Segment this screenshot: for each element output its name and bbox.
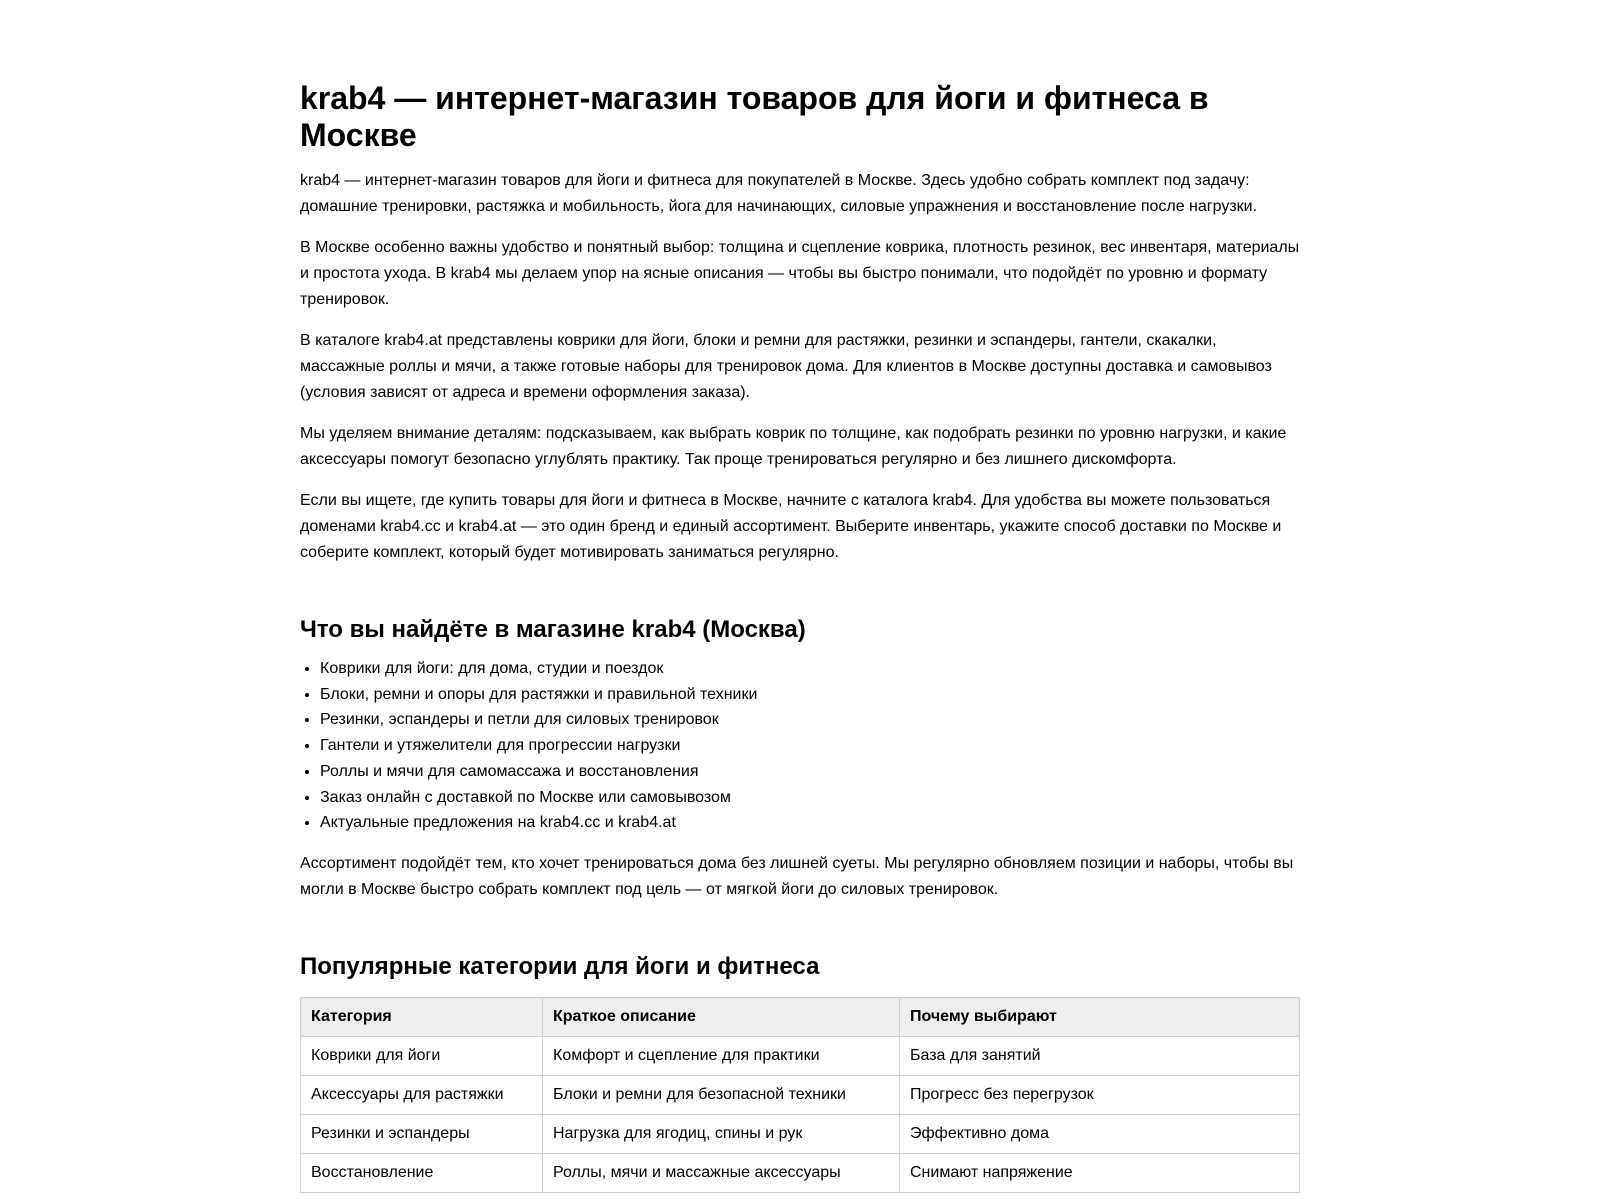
table-cell: Блоки и ремни для безопасной техники (543, 1075, 900, 1114)
table-cell: Прогресс без перегрузок (900, 1075, 1300, 1114)
table-row (301, 1036, 1300, 1075)
list-item: • Роллы и мячи для самомассажа и восстановления (320, 759, 1300, 785)
intro-paragraph: В каталоге krab4.at представлены коврики для йоги, блоки и ремни для растяжки, резинки и эспандеры, гантели, скакалки, массажные роллы и мячи, а также готовые наборы для тренировок дома. Для клиентов в Москве доступны доставка и самовывоз (условия зависят от адреса и времени оформления заказа). (300, 332, 1272, 401)
table-cell: Эффективно дома (900, 1114, 1300, 1153)
table-cell: База для занятий (900, 1036, 1300, 1075)
list-item: • Актуальные предложения на krab4.cc и krab4.at (320, 810, 1300, 836)
table-cell: Снимают напряжение (900, 1153, 1300, 1192)
table-header-row (301, 997, 1300, 1036)
table-cell: Комфорт и сцепление для практики (543, 1036, 900, 1075)
table-cell: Резинки и эспандеры (301, 1114, 543, 1153)
list-item: • Коврики для йоги: для дома, студии и поездок (320, 656, 1300, 682)
intro-paragraph: krab4 — интернет-магазин товаров для йоги и фитнеса для покупателей в Москве. Здесь удобно собрать комплект под задачу: домашние тренировки, растяжка и мобильность, йога для начинающих, силовые упражнения и восстановление после нагрузки. (300, 172, 1258, 215)
list-item: • Гантели и утяжелители для прогрессии нагрузки (320, 733, 1300, 759)
table-row (301, 1153, 1300, 1192)
column-header-reason: Почему выбирают (900, 997, 1300, 1036)
section-paragraph: Ассортимент подойдёт тем, кто хочет тренироваться дома без лишней суеты. Мы регулярно обновляем позиции и наборы, чтобы вы могли в Москве быстро собрать комплект под цель — от мягкой йоги до силовых тренировок. (300, 854, 1294, 898)
table-cell: Нагрузка для ягодиц, спины и рук (543, 1114, 900, 1153)
list-item: • Резинки, эспандеры и петли для силовых тренировок (320, 707, 1300, 733)
categories-table (300, 997, 1300, 1193)
intro-paragraph: Мы уделяем внимание деталям: подсказываем, как выбрать коврик по толщине, как подобрать резинки по уровню нагрузки, и какие аксессуары помогут безопасно углублять практику. Так проще тренироваться регулярно и без лишнего дискомфорта. (300, 425, 1287, 468)
list-item: • Заказ онлайн с доставкой по Москве или самовывозом (320, 785, 1300, 811)
intro-paragraph: В Москве особенно важны удобство и понятный выбор: толщина и сцепление коврика, плотность резинок, вес инвентаря, материалы и простота ухода. В krab4 мы делаем упор на ясные описания — чтобы вы быстро понимали, что подойдёт по уровню и формату тренировок. (300, 239, 1300, 308)
section-heading-features: Что вы найдёте в магазине krab4 (Москва) (300, 616, 806, 643)
page-content (300, 80, 1300, 1193)
table-cell: Коврики для йоги (301, 1036, 543, 1075)
column-header-description: Краткое описание (543, 997, 900, 1036)
table-row (301, 1075, 1300, 1114)
section-heading-categories: Популярные категории для йоги и фитнеса (300, 952, 820, 980)
list-item: • Блоки, ремни и опоры для растяжки и правильной техники (320, 682, 1300, 708)
table-cell: Аксессуары для растяжки (301, 1075, 543, 1114)
table-cell: Роллы, мячи и массажные аксессуары (543, 1153, 900, 1192)
table-cell: Восстановление (301, 1153, 543, 1192)
features-list (300, 656, 1300, 836)
intro-paragraph: Если вы ищете, где купить товары для йоги и фитнеса в Москве, начните с каталога krab4. Для удобства вы можете пользоваться доменами krab4.cc и krab4.at — это один бренд и единый ассортимент. Выберите инвентарь, укажите способ доставки по Москве и соберите комплект, который будет мотивировать заниматься регулярно. (300, 492, 1282, 561)
column-header-category: Категория (301, 997, 543, 1036)
page-title: krab4 — интернет-магазин товаров для йоги и фитнеса в Москве (300, 80, 1209, 153)
table-row (301, 1114, 1300, 1153)
